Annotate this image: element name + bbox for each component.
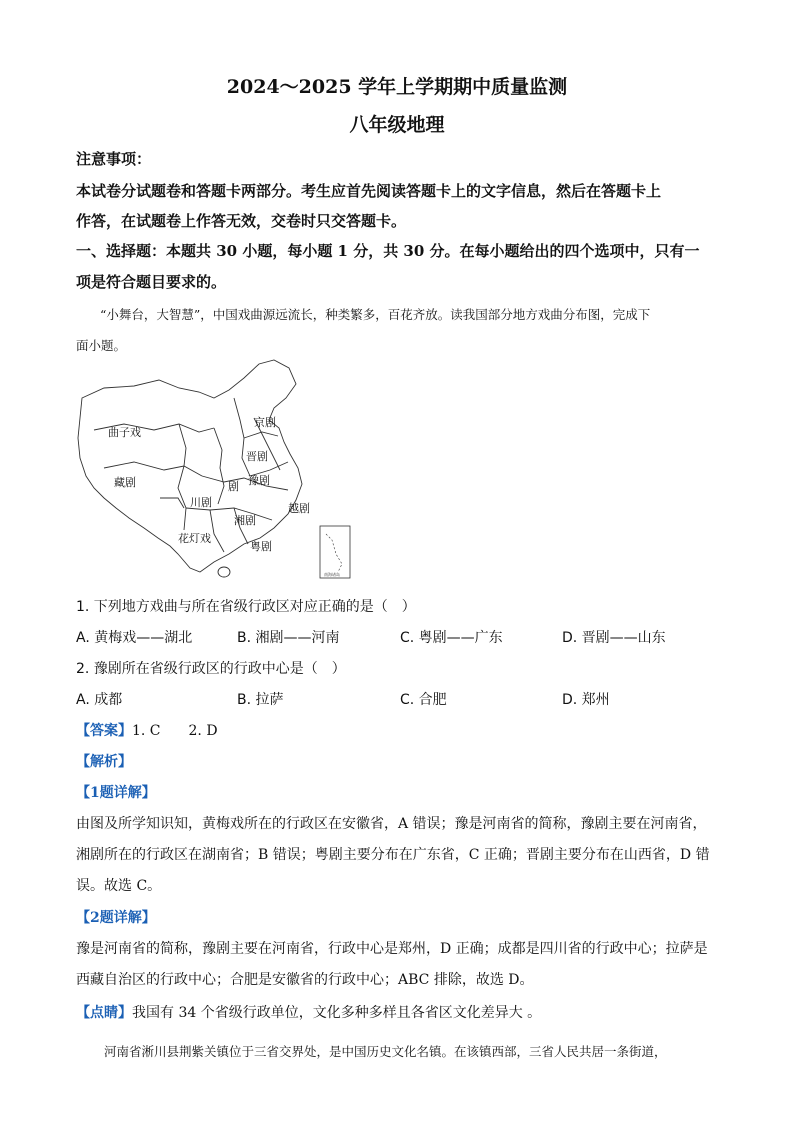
- tip-text: 我国有 34 个省级行政单位，文化多种多样且各省区文化差异大 。: [132, 1005, 542, 1021]
- detail-1-line-3: 误。故选 C。: [76, 878, 162, 894]
- map-label-zangju: 藏剧: [114, 476, 136, 489]
- map-label-yuju: 豫剧: [248, 474, 270, 487]
- detail-2-line-1: 豫是河南省的简称，豫剧主要在河南省，行政中心是郑州，D 正确；成都是四川省的行政中心；拉萨是: [76, 941, 708, 957]
- notice-line-1: 本试卷分试题卷和答题卡两部分。考生应首先阅读答题卡上的文字信息，然后在答题卡上: [76, 182, 662, 200]
- tip-line: [76, 1002, 541, 1022]
- map-label-xiangju: 湘剧: [234, 514, 256, 527]
- question-2-option-a[interactable]: A. 成都: [76, 692, 123, 708]
- question-2-option-d[interactable]: D. 郑州: [562, 692, 610, 708]
- notice-line-2: 作答，在试题卷上作答无效，交卷时只交答题卡。: [76, 212, 407, 230]
- section-heading-line-2: 项是符合题目要求的。: [76, 273, 227, 291]
- opera-distribution-map: [74, 358, 354, 588]
- question-1-stem: 1. 下列地方戏曲与所在省级行政区对应正确的是（ ）: [76, 599, 416, 615]
- answer-text: 1. C 2. D: [132, 723, 218, 739]
- notice-heading: 注意事项：: [76, 150, 152, 168]
- map-label-quzixi: 曲子戏: [108, 426, 141, 439]
- map-label-jinju: 晋剧: [246, 450, 268, 463]
- question-1-option-a[interactable]: A. 黄梅戏——湖北: [76, 630, 193, 646]
- question-2-stem: 2. 豫剧所在省级行政区的行政中心是（ ）: [76, 661, 346, 677]
- answer-line: [76, 720, 218, 740]
- intro-line-1: “小舞台，大智慧”，中国戏曲源远流长，种类繁多，百花齐放。读我国部分地方戏曲分布图，完成下: [100, 307, 651, 322]
- detail-1-line-2: 湘剧所在的行政区在湖南省；B 错误；粤剧主要分布在广东省，C 正确；晋剧主要分布在山西省，D 错: [76, 847, 710, 863]
- page-title: 2024～2025 学年上学期期中质量监测: [226, 76, 568, 98]
- intro-line-2: 面小题。: [76, 338, 127, 353]
- tip-tag: 【点睛】: [76, 1005, 132, 1021]
- map-label-chuanju: 川剧: [190, 496, 212, 509]
- detail-2-tag: 【2题详解】: [76, 910, 156, 926]
- hainan-outline: [218, 567, 230, 577]
- analysis-tag: 【解析】: [76, 754, 132, 770]
- detail-2-line-2: 西藏自治区的行政中心；合肥是安徽省的行政中心；ABC 排除，故选 D。: [76, 972, 534, 988]
- answer-tag: 【答案】: [76, 723, 132, 739]
- question-2-option-b[interactable]: B. 拉萨: [237, 692, 284, 708]
- question-1-option-d[interactable]: D. 晋剧——山东: [562, 630, 666, 646]
- next-passage-line: 河南省淅川县荆紫关镇位于三省交界处，是中国历史文化名镇。在该镇西部，三省人民共居一条街道，: [104, 1044, 667, 1059]
- question-1-option-c[interactable]: C. 粤剧——广东: [400, 630, 503, 646]
- page-subtitle: 八年级地理: [349, 114, 445, 136]
- map-label-jingju: 京剧: [254, 416, 276, 429]
- question-2-option-c[interactable]: C. 合肥: [400, 692, 447, 708]
- detail-1-tag: 【1题详解】: [76, 785, 156, 801]
- section-heading-line-1: 一、选择题：本题共 30 小题，每小题 1 分，共 30 分。在每小题给出的四个选项中，只有一: [76, 242, 700, 260]
- map-label-yueju: 越剧: [288, 502, 310, 515]
- map-label-yueju-canton: 粤剧: [250, 540, 272, 553]
- detail-1-line-1: 由图及所学知识知，黄梅戏所在的行政区在安徽省，A 错误；豫是河南省的简称，豫剧主要在河南省，: [76, 816, 707, 832]
- map-label-ju: 剧: [228, 480, 239, 493]
- question-1-option-b[interactable]: B. 湘剧——河南: [237, 630, 340, 646]
- south-china-sea-inset: [320, 526, 350, 578]
- map-label-huadengxi: 花灯戏: [178, 532, 211, 545]
- inset-caption: 南海诸岛: [324, 572, 340, 577]
